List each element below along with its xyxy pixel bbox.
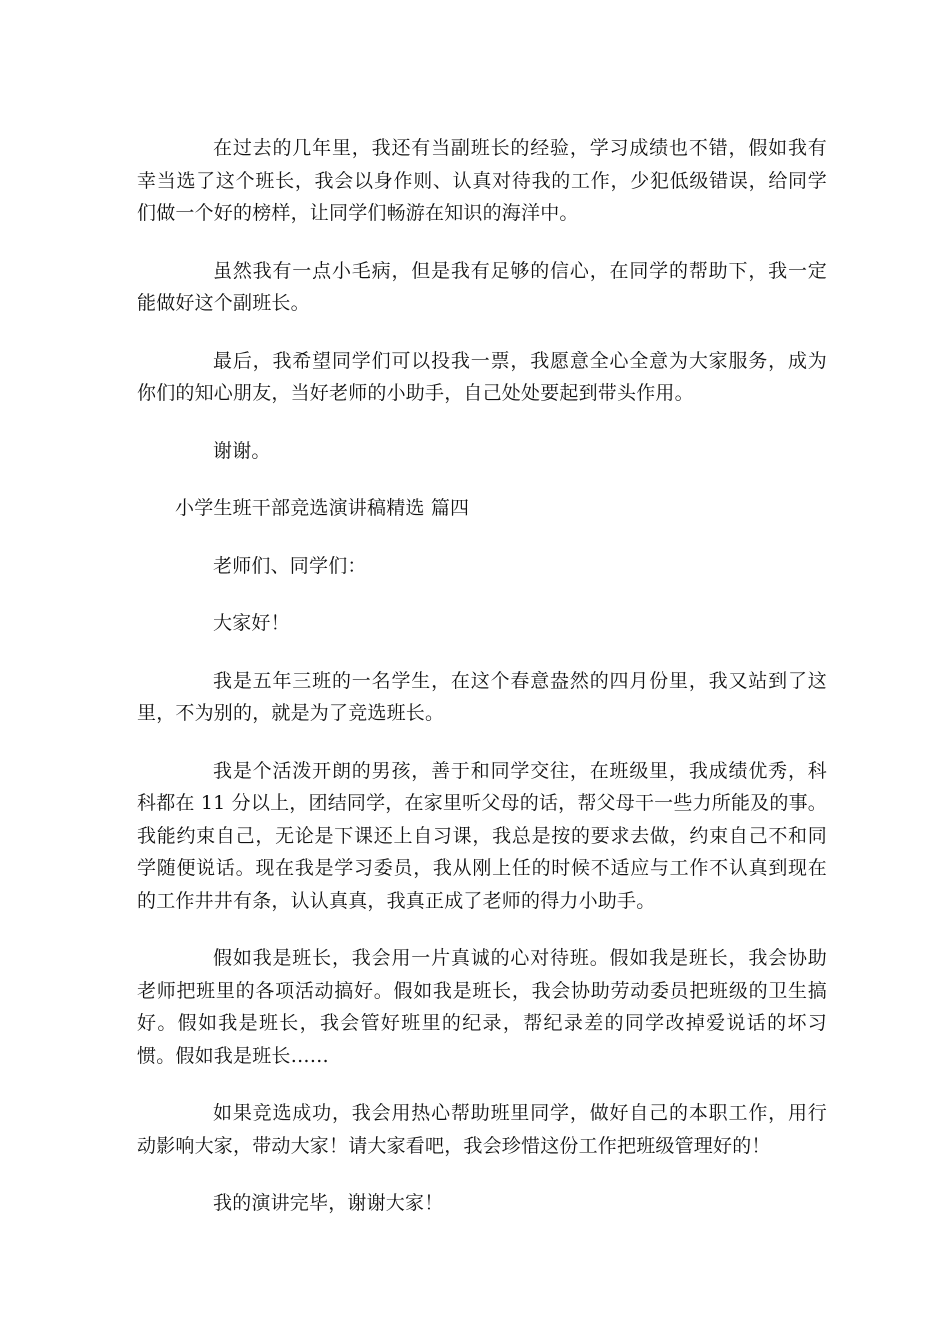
paragraph-experience: 在过去的几年里，我还有当副班长的经验，学习成绩也不错，假如我有幸当选了这个班长，我会以身作则、认真对待我的工作，少犯低级错误，给同学们做一个好的榜样，让同学们畅游在知识的海洋中。: [137, 137, 827, 224]
paragraph-speech-end: 我的演讲完毕，谢谢大家！: [213, 1192, 444, 1214]
paragraph-if-elected: 如果竞选成功，我会用热心帮助班里同学，做好自己的本职工作，用行动影响大家，带动大家！请大家看吧，我会珍惜这份工作把班级管理好的！: [137, 1102, 827, 1157]
section-heading: 小学生班干部竞选演讲稿精选 篇四: [175, 497, 470, 519]
paragraph-thanks: 谢谢。: [213, 439, 271, 462]
paragraph-confidence: 虽然我有一点小毛病，但是我有足够的信心，在同学的帮助下，我一定能做好这个副班长。: [137, 259, 827, 314]
paragraph-salutation: 老师们、同学们：: [213, 554, 367, 577]
paragraph-greeting: 大家好！: [213, 612, 290, 634]
paragraph-if-monitor: 假如我是班长，我会用一片真诚的心对待班。假如我是班长，我会协助老师把班里的各项活动搞好。假如我是班长，我会协助劳动委员把班级的卫生搞好。假如我是班长，我会管好班里的纪录，帮纪录差的同学改掉爱说话的坏习惯。假如我是班长……: [137, 947, 827, 1067]
paragraph-self-description: 我是个活泼开朗的男孩，善于和同学交往，在班级里，我成绩优秀，科科都在 11 分以上，团结同学，在家里听父母的话，帮父母干一些力所能及的事。我能约束自己，无论是下课还上自习课，我总是按的要求去做，约束自己不和同学随便说话。现在我是学习委员，我从刚上任的时候不适应与工作不认真到现在的工作井井有条，认认真真，我真正成了老师的得力小助手。: [137, 759, 827, 912]
paragraph-introduction: 我是五年三班的一名学生，在这个春意盎然的四月份里，我又站到了这里，不为别的，就是为了竞选班长。: [137, 669, 827, 724]
paragraph-closing-request: 最后，我希望同学们可以投我一票，我愿意全心全意为大家服务，成为你们的知心朋友，当好老师的小助手，自己处处要起到带头作用。: [137, 349, 827, 404]
document-page: [137, 132, 827, 1220]
